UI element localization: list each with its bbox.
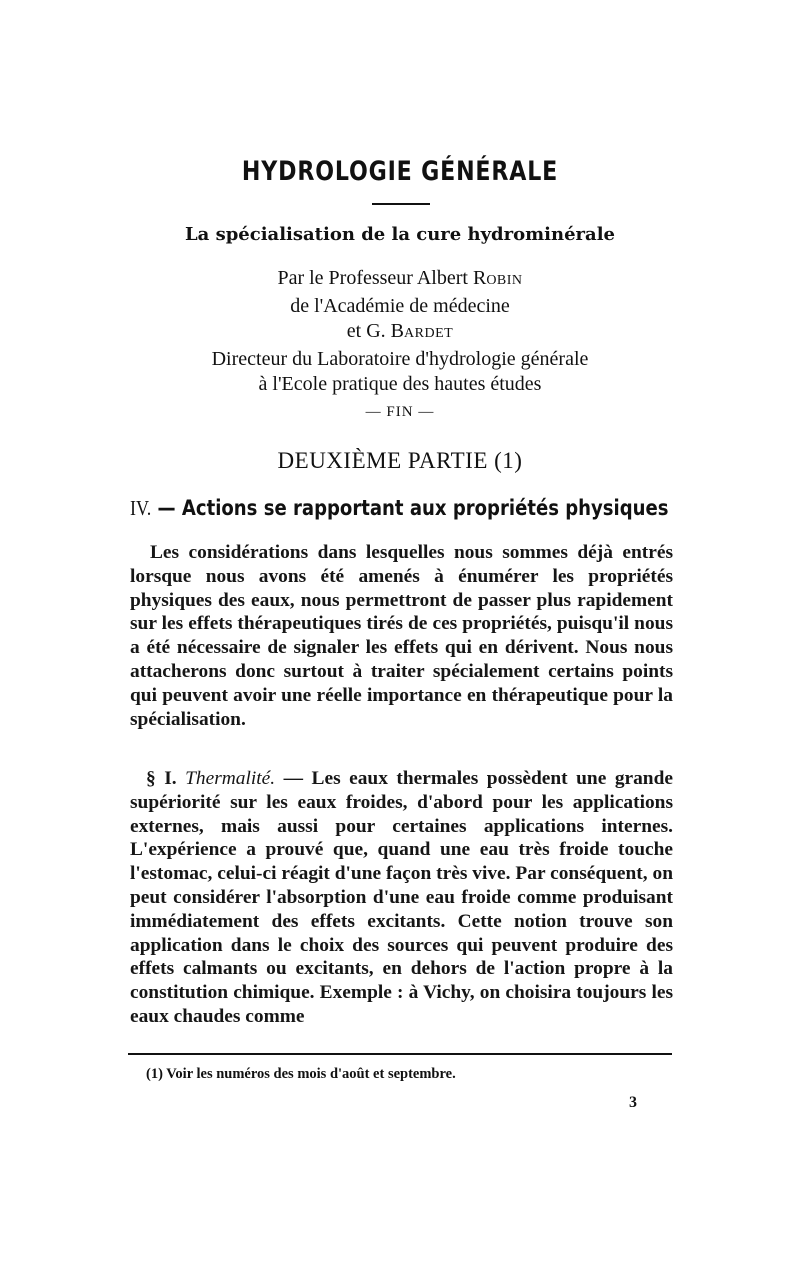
- page-number: 3: [629, 1094, 637, 1111]
- author-line-1-text: Par le Professeur Albert R: [277, 267, 487, 289]
- author-line-5: à l'Ecole pratique des hautes études: [258, 373, 542, 395]
- paragraph-1-text: Les considérations dans lesquelles nous sommes déjà entrés lorsque nous avons été amenés à énumérer les propriétés physiques des eaux, nous permettront de passer plus rapidement sur les effets thérapeutiques tirés de ces propriétés, puisqu'il nous a été nécessaire de signaler les effets qui en dérivent. Nous nous attacherons donc surtout à traiter spécialement certains points qui peuvent avoir une réelle importance en thérapeutique pour la spécialisation.: [130, 542, 673, 730]
- page-title: HYDROLOGIE GÉNÉRALE: [241, 156, 559, 187]
- fin-label: — FIN —: [365, 404, 435, 420]
- paragraph-2-text: [130, 767, 673, 1029]
- paragraph-2-lead: § I.: [146, 768, 186, 789]
- title-rule: [372, 203, 430, 205]
- paragraph-2-italic: Thermalité.: [185, 768, 276, 789]
- author-line-2: de l'Académie de médecine: [290, 294, 510, 317]
- author-line-3: [0, 319, 800, 347]
- footnote: (1) Voir les numéros des mois d'août et septembre.: [146, 1066, 456, 1082]
- author-line-3-text: et G. B: [346, 320, 405, 342]
- author-line-1: [0, 266, 800, 294]
- author-line-1-smallcaps: OBIN: [486, 273, 523, 288]
- paragraph-2-rest: — Les eaux thermales possèdent une grande supériorité sur les eaux froides, d'abord pour les applications externes, mais aussi pour certaines applications internes. L'expérience a prouvé que, quand une eau très froide touche l'estomac, celui-ci réagit d'une façon très vive. Par conséquent, on peut considérer l'absorption d'une eau froide comme produisant immédiatement des effets excitants. Cette notion trouve son application dans le choix des sources qui peuvent produire des effets calmants ou excitants, en dehors de l'action propre à la constitution chimique. Exemple : à Vichy, on choisira toujours les eaux chaudes comme: [130, 768, 673, 1027]
- paragraph-1: [130, 541, 673, 731]
- author-line-3-smallcaps: ARDET: [404, 326, 454, 341]
- footnote-rule: [128, 1053, 672, 1055]
- section-title: — Actions se rapportant aux propriétés physiques: [157, 496, 669, 520]
- section-number: IV.: [130, 496, 152, 520]
- paragraph-2: [130, 767, 673, 1029]
- article-subtitle: La spécialisation de la cure hydrominérale: [184, 224, 615, 245]
- author-line-4: Directeur du Laboratoire d'hydrologie générale: [211, 347, 589, 370]
- part-title: DEUXIÈME PARTIE (1): [277, 448, 523, 473]
- section-heading: [130, 496, 669, 521]
- author-block: [0, 266, 800, 398]
